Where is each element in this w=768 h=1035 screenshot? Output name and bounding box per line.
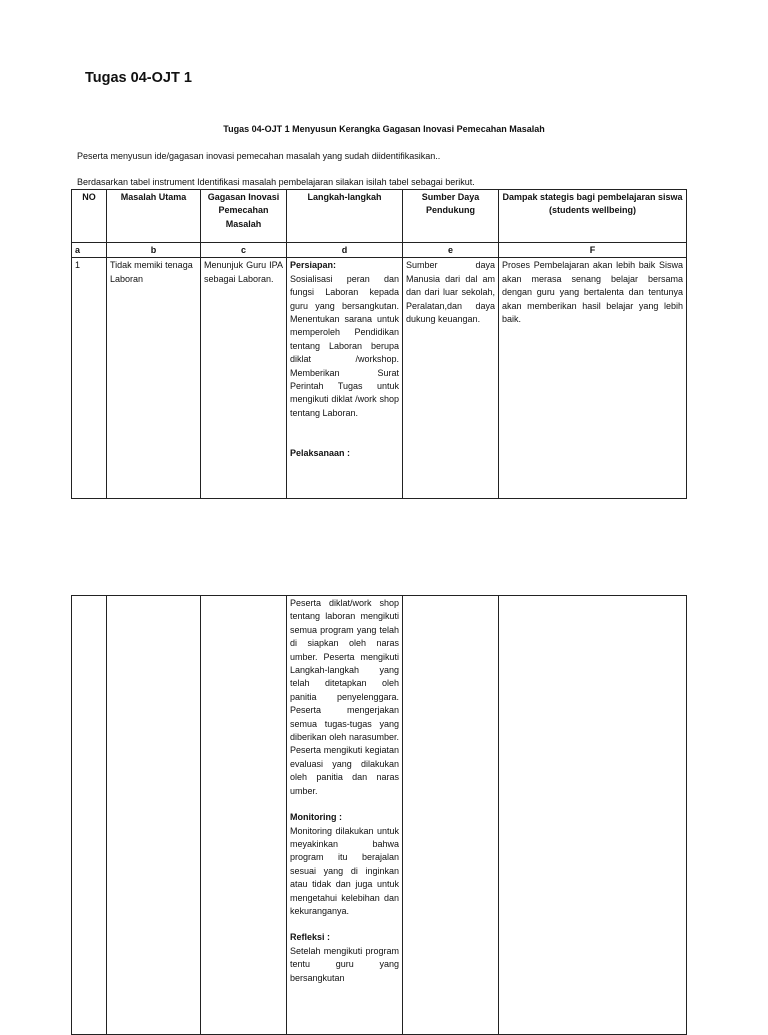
code-b: b xyxy=(107,243,201,258)
monitoring-text: Monitoring dilakukan untuk meyakinkan bahwa program itu berajalan sesuai yang di inginkan atau tidak dan juga untuk mengetahui kelebihan dan kekuranganya. xyxy=(290,825,399,916)
persiapan-text: Sosialisasi peran dan fungsi Laboran kepada guru yang bersangkutan. Menentukan sarana untuk memperoleh Pendidikan tentang Laboran berupa diklat /workshop. Memberikan Surat Perintah Tugas untuk mengikuti diklat /work shop tentang Laboran. xyxy=(290,273,399,418)
header-no: NO xyxy=(72,190,107,243)
cell-no: 1 xyxy=(72,258,107,499)
code-f: F xyxy=(499,243,687,258)
code-a: a xyxy=(72,243,107,258)
cell-masalah xyxy=(107,596,201,1035)
cell-langkah xyxy=(287,258,403,499)
code-c: c xyxy=(201,243,287,258)
cell-dampak xyxy=(499,596,687,1035)
cell-dampak: Proses Pembelajaran akan lebih baik Siswa akan merasa senang belajar bersama dengan guru yang bertalenta dan tentunya akan memberikan hasil belajar yang lebih baik. xyxy=(499,258,687,499)
instruction-text: Berdasarkan tabel instrument Identifikasi masalah pembelajaran silakan isilah tabel sebagai berikut. xyxy=(77,177,475,187)
cell-sumber-daya xyxy=(403,596,499,1035)
table-row xyxy=(72,258,687,499)
innovation-table-continued xyxy=(71,595,687,1035)
header-langkah: Langkah-langkah xyxy=(287,190,403,243)
header-row xyxy=(72,190,687,243)
header-sumber-daya: Sumber Daya Pendukung xyxy=(403,190,499,243)
refleksi-text: Setelah mengikuti program tentu guru yang bersangkutan xyxy=(290,945,399,983)
pelaksanaan-heading: Pelaksanaan : xyxy=(290,448,351,459)
header-masalah-utama: Masalah Utama xyxy=(107,190,201,243)
cell-langkah xyxy=(287,596,403,1035)
header-gagasan: Gagasan Inovasi Pemecahan Masalah xyxy=(201,190,287,243)
monitoring-heading: Monitoring : xyxy=(290,812,342,823)
cell-gagasan: Menunjuk Guru IPA sebagai Laboran. xyxy=(201,258,287,499)
cell-gagasan xyxy=(201,596,287,1035)
pelaksanaan-text: Peserta diklat/work shop tentang laboran mengikuti semua program yang telah di siapkan oleh naras umber. Peserta mengikuti Langkah-langkah yang telah ditetapkan oleh panitia penyelenggara. Peserta mengerjakan semua tugas-tugas yang diberikan oleh narasumber. Peserta mengikuti kegiatan evaluasi yang dilakukan oleh panitia dan naras umber. xyxy=(290,598,399,796)
code-d: d xyxy=(287,243,403,258)
table-row xyxy=(72,596,687,1035)
document-subtitle: Tugas 04-OJT 1 Menyusun Kerangka Gagasan Inovasi Pemecahan Masalah xyxy=(223,124,545,134)
code-e: e xyxy=(403,243,499,258)
cell-sumber-daya: Sumber daya Manusia dari dal am dan dari luar sekolah, Peralatan,dan daya dukung keuangan. xyxy=(403,258,499,499)
persiapan-heading: Persiapan: xyxy=(290,260,337,271)
cell-no xyxy=(72,596,107,1035)
code-row xyxy=(72,243,687,258)
header-dampak: Dampak stategis bagi pembelajaran siswa (students wellbeing) xyxy=(499,190,687,243)
document-title: Tugas 04-OJT 1 xyxy=(85,70,192,86)
refleksi-heading: Refleksi : xyxy=(290,932,331,943)
cell-masalah: Tidak memiki tenaga Laboran xyxy=(107,258,201,499)
innovation-table xyxy=(71,189,687,499)
intro-text: Peserta menyusun ide/gagasan inovasi pemecahan masalah yang sudah diidentifikasikan.. xyxy=(77,151,441,161)
